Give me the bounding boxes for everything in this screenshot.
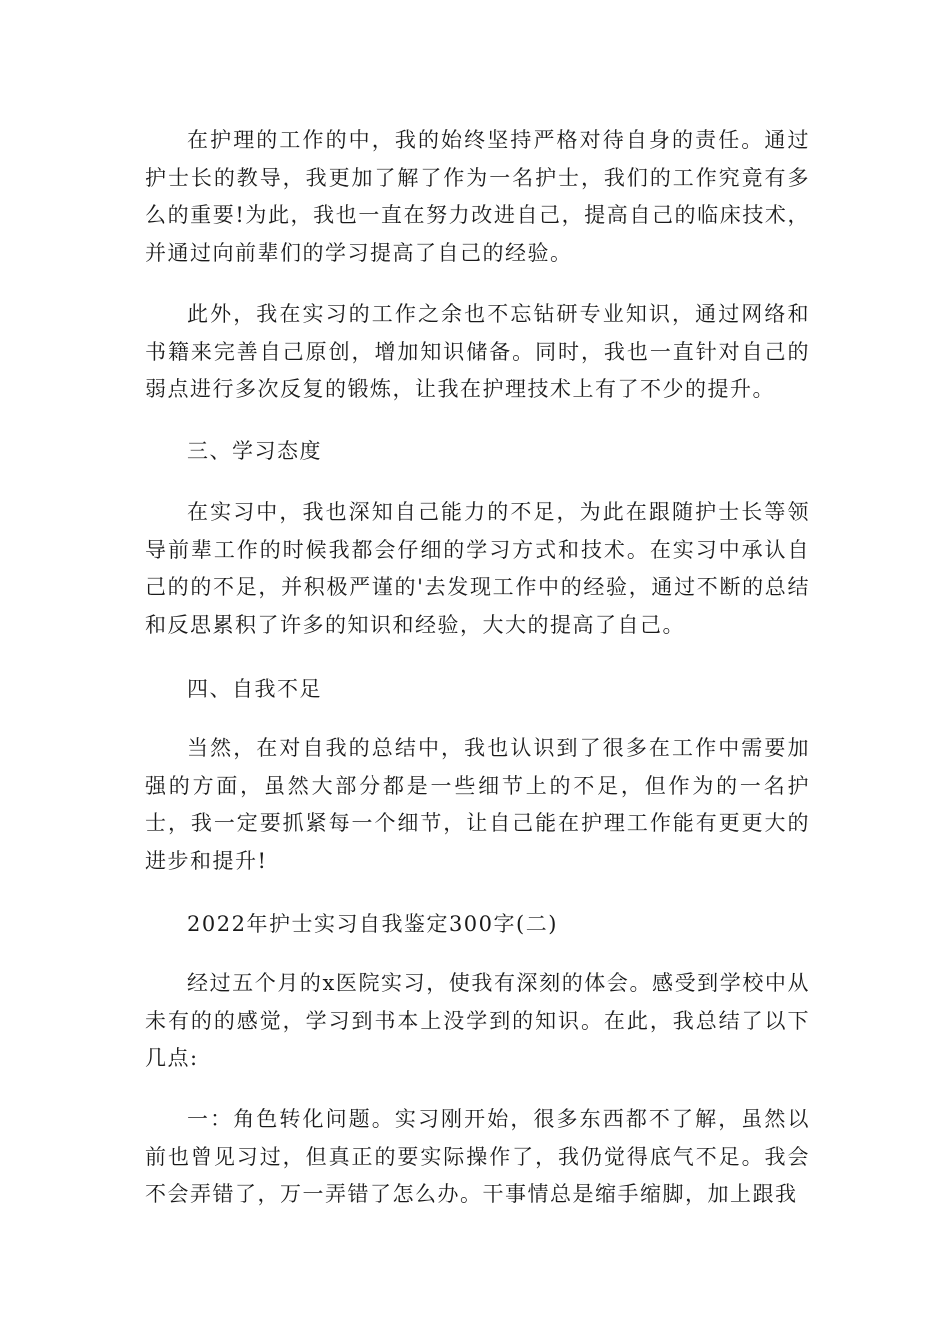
section-heading-shortcomings: 四、自我不足	[187, 677, 322, 701]
paragraph-nursing-responsibility: 在护理的工作的中，我的始终坚持严格对待自身的责任。通过护士长的教导，我更加了解了作为一名护士，我们的工作究竟有多么的重要!为此，我也一直在努力改进自己，提高自己的临床技术，并通过向前辈们的学习提高了自己的经验。	[145, 128, 810, 265]
paragraph-role-transition: 一：角色转化问题。实习刚开始，很多东西都不了解，虽然以前也曾见习过，但真正的要实际操作了，我仍觉得底气不足。我会不会弄错了，万一弄错了怎么办。干事情总是缩手缩脚，加上跟我	[145, 1107, 810, 1206]
paragraph-intro-part-two: 经过五个月的x医院实习，使我有深刻的体会。感受到学校中从未有的的感觉，学习到书本上没学到的知识。在此，我总结了以下几点:	[145, 971, 810, 1070]
paragraph-learning-attitude: 在实习中，我也深知自己能力的不足，为此在跟随护士长等领导前辈工作的时候我都会仔细的学习方式和技术。在实习中承认自己的的不足，并积极严谨的'去发现工作中的经验，通过不断的总结和反思累积了许多的知识和经验，大大的提高了自己。	[145, 500, 810, 637]
section-heading-learning-attitude: 三、学习态度	[187, 439, 322, 463]
section-heading-part-two: 2022年护士实习自我鉴定300字(二)	[187, 912, 558, 936]
paragraph-self-study: 此外，我在实习的工作之余也不忘钻研专业知识，通过网络和书籍来完善自己原创，增加知识储备。同时，我也一直针对自己的弱点进行多次反复的锻炼，让我在护理技术上有了不少的提升。	[145, 302, 810, 401]
paragraph-shortcomings: 当然，在对自我的总结中，我也认识到了很多在工作中需要加强的方面，虽然大部分都是一些细节上的不足，但作为的一名护士，我一定要抓紧每一个细节，让自己能在护理工作能有更更大的进步和提升!	[145, 736, 810, 873]
